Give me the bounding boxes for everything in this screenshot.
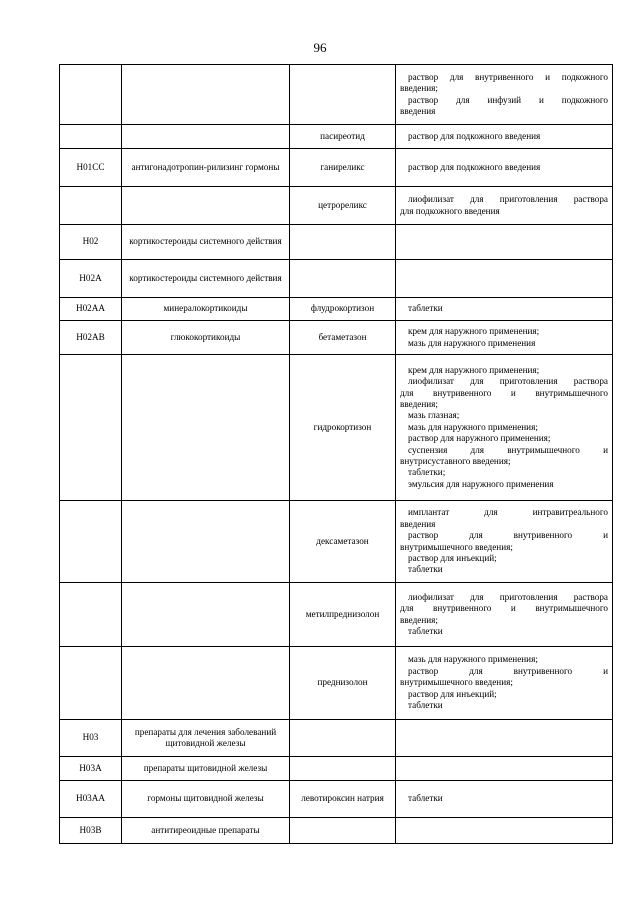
dosage-form-line: лиофилизат для приготовления раствора bbox=[408, 591, 608, 602]
anatomical-group bbox=[122, 65, 290, 125]
dosage-form-line: мазь для наружного применения; bbox=[408, 421, 538, 432]
dosage-form-line: для внутривенного и внутримышечного bbox=[400, 387, 608, 398]
anatomical-group bbox=[122, 355, 290, 501]
drug-table bbox=[59, 64, 613, 844]
dosage-forms bbox=[396, 818, 613, 844]
dosage-form-line: мазь глазная; bbox=[408, 410, 460, 421]
dosage-forms bbox=[396, 149, 613, 187]
dosage-form-line: внутримышечного введения; bbox=[400, 677, 513, 688]
dosage-form-line: лиофилизат для приготовления раствора bbox=[408, 194, 608, 205]
dosage-forms bbox=[396, 355, 613, 501]
dosage-form-line: мазь для наружного применения bbox=[408, 337, 536, 348]
table-row bbox=[60, 65, 613, 125]
dosage-forms bbox=[396, 583, 613, 647]
atc-code bbox=[60, 187, 122, 225]
dosage-forms bbox=[396, 647, 613, 720]
dosage-forms bbox=[396, 757, 613, 781]
table-row bbox=[60, 818, 613, 844]
dosage-forms bbox=[396, 125, 613, 149]
table-row bbox=[60, 187, 613, 225]
drug-name bbox=[290, 225, 396, 260]
drug-name: бетаметазон bbox=[290, 321, 396, 355]
dosage-forms bbox=[396, 225, 613, 260]
anatomical-group: антигонадотропин-рилизинг гормоны bbox=[122, 149, 290, 187]
atc-code: H02AA bbox=[60, 298, 122, 321]
dosage-form-line: раствор для инъекций; bbox=[408, 688, 497, 699]
anatomical-group: глюкокортикоиды bbox=[122, 321, 290, 355]
drug-name: преднизолон bbox=[290, 647, 396, 720]
atc-code: H03 bbox=[60, 720, 122, 757]
dosage-form-line: раствор для наружного применения; bbox=[408, 433, 551, 444]
anatomical-group: гормоны щитовидной железы bbox=[122, 781, 290, 818]
table-row bbox=[60, 583, 613, 647]
dosage-form-line: введения; bbox=[400, 614, 438, 625]
anatomical-group bbox=[122, 501, 290, 583]
dosage-form-line: введения; bbox=[400, 398, 438, 409]
table-row bbox=[60, 501, 613, 583]
anatomical-group: кортикостероиды системного действия bbox=[122, 260, 290, 298]
table-row bbox=[60, 647, 613, 720]
drug-name: флудрокортизон bbox=[290, 298, 396, 321]
dosage-forms bbox=[396, 65, 613, 125]
dosage-forms bbox=[396, 187, 613, 225]
anatomical-group bbox=[122, 187, 290, 225]
drug-name: дексаметазон bbox=[290, 501, 396, 583]
drug-name: левотироксин натрия bbox=[290, 781, 396, 818]
anatomical-group: минералокортикоиды bbox=[122, 298, 290, 321]
table-row bbox=[60, 321, 613, 355]
drug-name bbox=[290, 260, 396, 298]
anatomical-group bbox=[122, 583, 290, 647]
dosage-form-line: введения; bbox=[400, 83, 438, 94]
page-number: 96 bbox=[313, 40, 327, 55]
atc-code bbox=[60, 501, 122, 583]
dosage-forms bbox=[396, 501, 613, 583]
dosage-form-line: таблетки bbox=[408, 303, 443, 314]
table-row bbox=[60, 781, 613, 818]
dosage-form-line: раствор для подкожного введения bbox=[408, 161, 541, 172]
atc-code: H02 bbox=[60, 225, 122, 260]
dosage-form-line: лиофилизат для приготовления раствора bbox=[408, 376, 608, 387]
dosage-forms bbox=[396, 260, 613, 298]
dosage-form-line: раствор для внутривенного и bbox=[408, 530, 608, 541]
dosage-form-line: раствор для внутривенного и подкожного bbox=[408, 71, 608, 82]
drug-name bbox=[290, 65, 396, 125]
table-row bbox=[60, 125, 613, 149]
atc-code: H02A bbox=[60, 260, 122, 298]
atc-code bbox=[60, 583, 122, 647]
table-row bbox=[60, 757, 613, 781]
atc-code: H03AA bbox=[60, 781, 122, 818]
dosage-form-line: крем для наружного применения; bbox=[408, 326, 540, 337]
dosage-form-line: таблетки bbox=[408, 625, 443, 636]
table-row bbox=[60, 260, 613, 298]
table-row bbox=[60, 720, 613, 757]
dosage-form-line: внутрисуставного введения; bbox=[400, 456, 511, 467]
atc-code bbox=[60, 647, 122, 720]
anatomical-group bbox=[122, 647, 290, 720]
anatomical-group: антитиреоидные препараты bbox=[122, 818, 290, 844]
table-row bbox=[60, 298, 613, 321]
dosage-form-line: таблетки; bbox=[408, 467, 446, 478]
drug-name bbox=[290, 720, 396, 757]
drug-name: гидрокортизон bbox=[290, 355, 396, 501]
dosage-form-line: раствор для подкожного введения bbox=[408, 130, 541, 141]
dosage-form-line: для подкожного введения bbox=[400, 205, 500, 216]
atc-code: H02AB bbox=[60, 321, 122, 355]
anatomical-group: препараты щитовидной железы bbox=[122, 757, 290, 781]
drug-name: цетрореликс bbox=[290, 187, 396, 225]
table-row bbox=[60, 225, 613, 260]
atc-code bbox=[60, 125, 122, 149]
atc-code bbox=[60, 65, 122, 125]
dosage-form-line: крем для наружного применения; bbox=[408, 364, 540, 375]
dosage-forms bbox=[396, 298, 613, 321]
dosage-forms bbox=[396, 720, 613, 757]
dosage-form-line: для внутривенного и внутримышечного bbox=[400, 603, 608, 614]
dosage-forms bbox=[396, 781, 613, 818]
dosage-form-line: внутримышечного введения; bbox=[400, 541, 513, 552]
anatomical-group bbox=[122, 125, 290, 149]
table-row bbox=[60, 149, 613, 187]
dosage-form-line: раствор для инфузий и подкожного bbox=[408, 94, 608, 105]
dosage-forms bbox=[396, 321, 613, 355]
atc-code: H03A bbox=[60, 757, 122, 781]
dosage-form-line: суспензия для внутримышечного и bbox=[408, 444, 608, 455]
drug-name bbox=[290, 818, 396, 844]
drug-name: метилпреднизолон bbox=[290, 583, 396, 647]
dosage-form-line: мазь для наружного применения; bbox=[408, 654, 538, 665]
drug-name: ганиреликс bbox=[290, 149, 396, 187]
atc-code bbox=[60, 355, 122, 501]
anatomical-group: препараты для лечения заболеваний щитовидной железы bbox=[122, 720, 290, 757]
drug-name: пасиреотид bbox=[290, 125, 396, 149]
dosage-form-line: таблетки bbox=[408, 793, 443, 804]
atc-code: H03B bbox=[60, 818, 122, 844]
drug-name bbox=[290, 757, 396, 781]
dosage-form-line: раствор для инъекций; bbox=[408, 552, 497, 563]
table-row bbox=[60, 355, 613, 501]
dosage-form-line: введения bbox=[400, 105, 436, 116]
atc-code: H01CC bbox=[60, 149, 122, 187]
dosage-form-line: таблетки bbox=[408, 700, 443, 711]
dosage-form-line: таблетки bbox=[408, 564, 443, 575]
dosage-form-line: эмульсия для наружного применения bbox=[408, 478, 554, 489]
dosage-form-line: введения bbox=[400, 518, 436, 529]
anatomical-group: кортикостероиды системного действия bbox=[122, 225, 290, 260]
dosage-form-line: имплантат для интравитреального bbox=[408, 507, 608, 518]
dosage-form-line: раствор для внутривенного и bbox=[408, 665, 608, 676]
